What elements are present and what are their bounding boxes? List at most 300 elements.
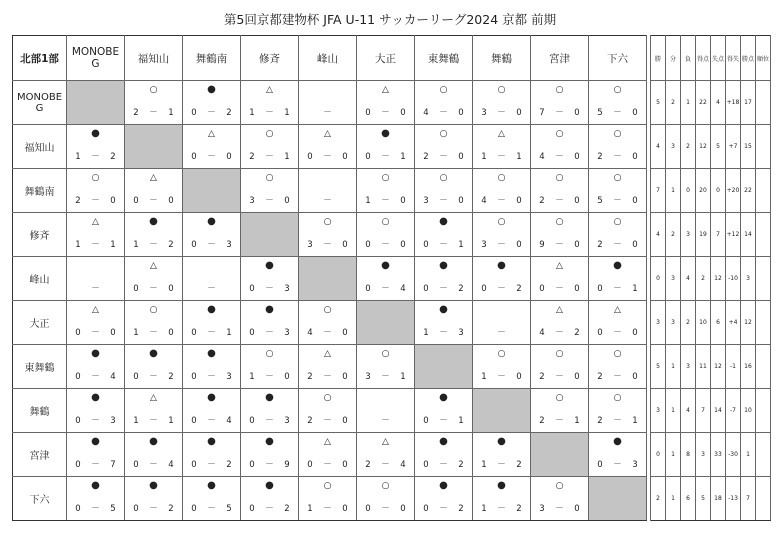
stat-value: 4 bbox=[651, 213, 666, 257]
result-cell bbox=[473, 433, 531, 477]
score-home: 0 bbox=[191, 460, 197, 470]
score-home: 0 bbox=[191, 504, 197, 514]
score-away: 2 bbox=[458, 504, 464, 514]
column-header-team: 修斉 bbox=[241, 36, 299, 81]
stat-value: 14 bbox=[741, 213, 756, 257]
stat-header: 得失 bbox=[726, 36, 741, 81]
result-cell bbox=[67, 389, 125, 433]
result-cell bbox=[357, 169, 415, 213]
stat-value bbox=[756, 433, 771, 477]
match-score bbox=[415, 461, 472, 470]
score-home: 0 bbox=[365, 504, 371, 514]
result-cell bbox=[241, 477, 299, 521]
result-cell bbox=[125, 257, 183, 301]
match-score bbox=[125, 417, 182, 426]
match-score bbox=[415, 329, 472, 338]
stat-value: 3 bbox=[651, 301, 666, 345]
score-away: 0 bbox=[574, 284, 580, 294]
table-row bbox=[13, 433, 771, 477]
result-cell bbox=[589, 301, 647, 345]
result-symbol: ● bbox=[497, 260, 506, 271]
result-symbol: ○ bbox=[381, 481, 390, 491]
stat-value: 12 bbox=[696, 125, 711, 169]
score-home: 0 bbox=[307, 460, 313, 470]
score-away: 3 bbox=[284, 416, 290, 426]
match-score bbox=[531, 197, 588, 206]
result-symbol: ● bbox=[439, 436, 448, 447]
row-header-team: 下六 bbox=[13, 477, 67, 521]
score-away: 5 bbox=[226, 504, 232, 514]
column-header-team: 東舞鶴 bbox=[415, 36, 473, 81]
match-score bbox=[183, 153, 240, 162]
score-home: 0 bbox=[249, 460, 255, 470]
score-away: 1 bbox=[110, 240, 116, 250]
result-symbol: ○ bbox=[381, 173, 390, 183]
match-score bbox=[473, 461, 530, 470]
score-home: 2 bbox=[597, 240, 603, 250]
stat-value: 4 bbox=[651, 125, 666, 169]
score-dash: － bbox=[381, 108, 390, 118]
stat-value: 17 bbox=[741, 81, 756, 125]
score-dash: － bbox=[265, 284, 274, 294]
stat-value: 18 bbox=[711, 477, 726, 521]
result-cell bbox=[531, 213, 589, 257]
score-home: 0 bbox=[423, 504, 429, 514]
score-away: 0 bbox=[574, 108, 580, 118]
score-away: 4 bbox=[168, 460, 174, 470]
score-away: 2 bbox=[168, 372, 174, 382]
score-dash: － bbox=[497, 504, 506, 514]
result-cell bbox=[125, 169, 183, 213]
match-score bbox=[357, 505, 414, 514]
diagonal-cell bbox=[125, 125, 183, 169]
score-dash: － bbox=[555, 196, 564, 206]
stat-value: 1 bbox=[666, 477, 681, 521]
score-home: 1 bbox=[481, 504, 487, 514]
score-away: 0 bbox=[284, 196, 290, 206]
score-dash: － bbox=[555, 416, 564, 426]
stat-value: 20 bbox=[696, 169, 711, 213]
result-cell bbox=[531, 257, 589, 301]
result-symbol: ○ bbox=[265, 349, 274, 359]
score-dash: － bbox=[149, 460, 158, 470]
score-away: 1 bbox=[516, 152, 522, 162]
stat-value: 19 bbox=[696, 213, 711, 257]
score-dash: － bbox=[381, 504, 390, 514]
score-away: 2 bbox=[168, 504, 174, 514]
score-home: 0 bbox=[75, 504, 81, 514]
result-symbol: ● bbox=[207, 480, 216, 491]
result-symbol: ● bbox=[91, 128, 100, 139]
score-away: 0 bbox=[400, 108, 406, 118]
stat-header: 勝 bbox=[651, 36, 666, 81]
match-score bbox=[589, 153, 646, 162]
score-away: 0 bbox=[574, 152, 580, 162]
score-dash: － bbox=[323, 328, 332, 338]
match-score bbox=[531, 373, 588, 382]
match-score bbox=[473, 153, 530, 162]
result-cell bbox=[67, 477, 125, 521]
result-cell bbox=[241, 257, 299, 301]
match-score bbox=[299, 461, 356, 470]
score-home: 2 bbox=[423, 152, 429, 162]
result-symbol: ● bbox=[439, 260, 448, 271]
score-dash: － bbox=[91, 416, 100, 426]
score-home: 2 bbox=[539, 416, 545, 426]
stat-value: 4 bbox=[711, 81, 726, 125]
stat-value bbox=[756, 301, 771, 345]
score-dash: － bbox=[323, 152, 332, 162]
score-home: 2 bbox=[539, 372, 545, 382]
result-symbol: ○ bbox=[555, 217, 564, 227]
diagonal-cell bbox=[183, 169, 241, 213]
score-dash: － bbox=[207, 240, 216, 250]
result-symbol: ● bbox=[265, 304, 274, 315]
score-home: 2 bbox=[249, 152, 255, 162]
result-cell bbox=[125, 301, 183, 345]
result-symbol: △ bbox=[92, 217, 99, 227]
stat-value: 1 bbox=[666, 433, 681, 477]
match-score bbox=[357, 461, 414, 470]
score-home: 1 bbox=[133, 240, 139, 250]
score-home: 0 bbox=[365, 152, 371, 162]
diagonal-cell bbox=[241, 213, 299, 257]
result-symbol: ○ bbox=[613, 349, 622, 359]
stat-value: 5 bbox=[651, 81, 666, 125]
score-away: 0 bbox=[400, 240, 406, 250]
score-home: 4 bbox=[539, 152, 545, 162]
result-cell bbox=[183, 389, 241, 433]
result-symbol: ○ bbox=[439, 129, 448, 139]
score-away: 0 bbox=[574, 504, 580, 514]
result-cell bbox=[183, 301, 241, 345]
stat-value: 7 bbox=[696, 389, 711, 433]
result-cell bbox=[473, 81, 531, 125]
match-score bbox=[183, 329, 240, 338]
match-score bbox=[125, 505, 182, 514]
score-home: 0 bbox=[133, 460, 139, 470]
match-score bbox=[183, 109, 240, 118]
stat-value: +12 bbox=[726, 213, 741, 257]
result-symbol: ○ bbox=[149, 85, 158, 95]
result-cell bbox=[125, 213, 183, 257]
match-score bbox=[589, 461, 646, 470]
score-dash: － bbox=[439, 240, 448, 250]
score-dash: － bbox=[613, 416, 622, 426]
score-away: 2 bbox=[516, 284, 522, 294]
match-score bbox=[67, 417, 124, 426]
score-away: 1 bbox=[400, 152, 406, 162]
match-score bbox=[357, 285, 414, 294]
score-dash: － bbox=[149, 328, 158, 338]
score-dash: － bbox=[149, 108, 158, 118]
match-score bbox=[589, 417, 646, 426]
score-dash: － bbox=[265, 108, 274, 118]
stat-header: 失点 bbox=[711, 36, 726, 81]
match-score bbox=[589, 329, 646, 338]
score-away: 0 bbox=[574, 240, 580, 250]
score-away: 3 bbox=[284, 284, 290, 294]
stat-value: 3 bbox=[696, 433, 711, 477]
match-score bbox=[357, 241, 414, 250]
score-home: 2 bbox=[597, 372, 603, 382]
column-header-team: 福知山 bbox=[125, 36, 183, 81]
stat-value: 4 bbox=[681, 257, 696, 301]
stat-value: 3 bbox=[666, 257, 681, 301]
result-symbol: ● bbox=[91, 436, 100, 447]
score-dash: － bbox=[323, 460, 332, 470]
result-cell bbox=[357, 81, 415, 125]
stat-value: 0 bbox=[651, 433, 666, 477]
match-score bbox=[415, 109, 472, 118]
score-away: 0 bbox=[516, 196, 522, 206]
score-home: 5 bbox=[597, 196, 603, 206]
score-away: 3 bbox=[458, 328, 464, 338]
score-dash: － bbox=[323, 196, 332, 206]
score-dash: － bbox=[439, 328, 448, 338]
score-away: 1 bbox=[284, 152, 290, 162]
match-score bbox=[589, 373, 646, 382]
score-away: 1 bbox=[632, 284, 638, 294]
match-score bbox=[473, 329, 530, 338]
stat-value: 7 bbox=[651, 169, 666, 213]
score-away: 0 bbox=[400, 504, 406, 514]
result-symbol: ● bbox=[265, 480, 274, 491]
match-score bbox=[589, 109, 646, 118]
result-symbol: ● bbox=[265, 436, 274, 447]
result-symbol: △ bbox=[324, 129, 331, 139]
match-score bbox=[531, 285, 588, 294]
result-symbol: ○ bbox=[555, 393, 564, 403]
result-symbol: ● bbox=[149, 480, 158, 491]
score-home: 3 bbox=[481, 240, 487, 250]
score-dash: － bbox=[497, 108, 506, 118]
stat-value: 7 bbox=[741, 477, 756, 521]
stat-value: 3 bbox=[651, 389, 666, 433]
stat-value: 1 bbox=[666, 345, 681, 389]
score-away: 0 bbox=[168, 328, 174, 338]
stat-value: 2 bbox=[651, 477, 666, 521]
stat-value: 0 bbox=[711, 169, 726, 213]
score-dash: － bbox=[555, 372, 564, 382]
diagonal-cell bbox=[415, 345, 473, 389]
result-cell bbox=[357, 345, 415, 389]
stat-header: 分 bbox=[666, 36, 681, 81]
score-dash: － bbox=[207, 284, 216, 294]
diagonal-cell bbox=[473, 389, 531, 433]
match-score bbox=[357, 109, 414, 118]
stat-value: +20 bbox=[726, 169, 741, 213]
score-dash: － bbox=[497, 372, 506, 382]
stat-value: 3 bbox=[666, 125, 681, 169]
match-score bbox=[67, 197, 124, 206]
score-dash: － bbox=[207, 460, 216, 470]
result-symbol: △ bbox=[266, 85, 273, 95]
score-away: 0 bbox=[342, 460, 348, 470]
stat-value: 1 bbox=[681, 81, 696, 125]
result-cell bbox=[415, 213, 473, 257]
score-away: 1 bbox=[226, 328, 232, 338]
result-cell bbox=[415, 81, 473, 125]
score-dash: － bbox=[497, 152, 506, 162]
score-dash: － bbox=[207, 328, 216, 338]
stat-value: 22 bbox=[696, 81, 711, 125]
match-score bbox=[67, 285, 124, 294]
score-dash: － bbox=[323, 504, 332, 514]
stat-value: -30 bbox=[726, 433, 741, 477]
score-dash: － bbox=[91, 372, 100, 382]
score-home: 2 bbox=[539, 196, 545, 206]
score-away: 0 bbox=[632, 196, 638, 206]
score-away: 9 bbox=[284, 460, 290, 470]
result-cell bbox=[67, 433, 125, 477]
result-cell bbox=[241, 433, 299, 477]
stat-value: 1 bbox=[666, 389, 681, 433]
match-score bbox=[241, 461, 298, 470]
score-away: 0 bbox=[516, 372, 522, 382]
score-dash: － bbox=[613, 460, 622, 470]
stat-value: 0 bbox=[651, 257, 666, 301]
score-home: 1 bbox=[133, 328, 139, 338]
score-away: 0 bbox=[168, 284, 174, 294]
result-symbol: ● bbox=[265, 392, 274, 403]
match-score bbox=[531, 153, 588, 162]
result-cell bbox=[589, 257, 647, 301]
score-dash: － bbox=[613, 196, 622, 206]
stat-value: 14 bbox=[711, 389, 726, 433]
score-away: 0 bbox=[632, 240, 638, 250]
score-dash: － bbox=[555, 284, 564, 294]
score-dash: － bbox=[497, 240, 506, 250]
score-home: 0 bbox=[191, 328, 197, 338]
match-score bbox=[67, 373, 124, 382]
table-row bbox=[13, 345, 771, 389]
result-cell bbox=[415, 477, 473, 521]
score-dash: － bbox=[613, 328, 622, 338]
match-score bbox=[241, 153, 298, 162]
score-home: 3 bbox=[365, 372, 371, 382]
score-home: 1 bbox=[75, 240, 81, 250]
result-cell bbox=[67, 169, 125, 213]
result-cell bbox=[531, 345, 589, 389]
score-away: 1 bbox=[458, 416, 464, 426]
stat-value: 2 bbox=[666, 213, 681, 257]
score-dash: － bbox=[381, 416, 390, 426]
match-score bbox=[241, 505, 298, 514]
result-symbol: ● bbox=[91, 392, 100, 403]
score-dash: － bbox=[265, 328, 274, 338]
stat-header: 負 bbox=[681, 36, 696, 81]
score-dash: － bbox=[497, 328, 506, 338]
score-away: 0 bbox=[574, 196, 580, 206]
score-home: 0 bbox=[75, 328, 81, 338]
score-home: 0 bbox=[597, 460, 603, 470]
result-cell bbox=[299, 81, 357, 125]
stat-value: 1 bbox=[741, 433, 756, 477]
score-home: 0 bbox=[133, 372, 139, 382]
result-cell bbox=[357, 213, 415, 257]
result-cell bbox=[299, 433, 357, 477]
score-dash: － bbox=[265, 196, 274, 206]
score-home: 0 bbox=[191, 152, 197, 162]
result-cell bbox=[67, 257, 125, 301]
stat-value: 10 bbox=[696, 301, 711, 345]
table-row bbox=[13, 389, 771, 433]
stat-value bbox=[756, 81, 771, 125]
score-dash: － bbox=[91, 460, 100, 470]
result-symbol: ○ bbox=[613, 393, 622, 403]
result-symbol: ● bbox=[207, 304, 216, 315]
score-away: 1 bbox=[168, 416, 174, 426]
stat-value: 1 bbox=[666, 169, 681, 213]
score-home: 9 bbox=[539, 240, 545, 250]
score-away: 3 bbox=[632, 460, 638, 470]
stat-value: 12 bbox=[741, 301, 756, 345]
match-score bbox=[415, 153, 472, 162]
row-header-team: 東舞鶴 bbox=[13, 345, 67, 389]
score-home: 0 bbox=[249, 416, 255, 426]
stat-value: +18 bbox=[726, 81, 741, 125]
result-symbol: ○ bbox=[613, 173, 622, 183]
score-dash: － bbox=[149, 196, 158, 206]
result-symbol: ○ bbox=[555, 85, 564, 95]
result-symbol: ● bbox=[613, 260, 622, 271]
result-symbol: ○ bbox=[323, 305, 332, 315]
result-cell bbox=[183, 345, 241, 389]
score-away: 0 bbox=[574, 372, 580, 382]
result-symbol: ○ bbox=[555, 173, 564, 183]
stat-value: 3 bbox=[681, 345, 696, 389]
score-home: 4 bbox=[539, 328, 545, 338]
score-away: 0 bbox=[110, 196, 116, 206]
score-away: 0 bbox=[632, 108, 638, 118]
result-symbol: ● bbox=[265, 260, 274, 271]
score-away: 2 bbox=[226, 460, 232, 470]
match-score bbox=[473, 285, 530, 294]
score-home: 2 bbox=[75, 196, 81, 206]
score-dash: － bbox=[149, 240, 158, 250]
result-cell bbox=[357, 125, 415, 169]
stat-value: 7 bbox=[711, 213, 726, 257]
result-cell bbox=[183, 433, 241, 477]
score-home: 5 bbox=[597, 108, 603, 118]
stat-value: 16 bbox=[741, 345, 756, 389]
score-dash: － bbox=[149, 284, 158, 294]
score-away: 0 bbox=[284, 372, 290, 382]
score-home: 0 bbox=[75, 460, 81, 470]
score-away: 2 bbox=[284, 504, 290, 514]
stat-value: -7 bbox=[726, 389, 741, 433]
result-cell bbox=[299, 389, 357, 433]
column-header-team: 大正 bbox=[357, 36, 415, 81]
result-symbol: ○ bbox=[497, 173, 506, 183]
match-score bbox=[125, 329, 182, 338]
result-symbol: ○ bbox=[381, 349, 390, 359]
result-cell bbox=[183, 81, 241, 125]
score-dash: － bbox=[381, 152, 390, 162]
score-away: 0 bbox=[458, 108, 464, 118]
result-cell bbox=[473, 257, 531, 301]
corner-label: 北部1部 bbox=[13, 36, 67, 81]
stat-value bbox=[756, 125, 771, 169]
result-cell bbox=[357, 389, 415, 433]
score-home: 1 bbox=[249, 108, 255, 118]
stat-header: 得点 bbox=[696, 36, 711, 81]
match-score bbox=[67, 505, 124, 514]
score-dash: － bbox=[265, 416, 274, 426]
score-away: 1 bbox=[458, 240, 464, 250]
score-away: 0 bbox=[342, 416, 348, 426]
